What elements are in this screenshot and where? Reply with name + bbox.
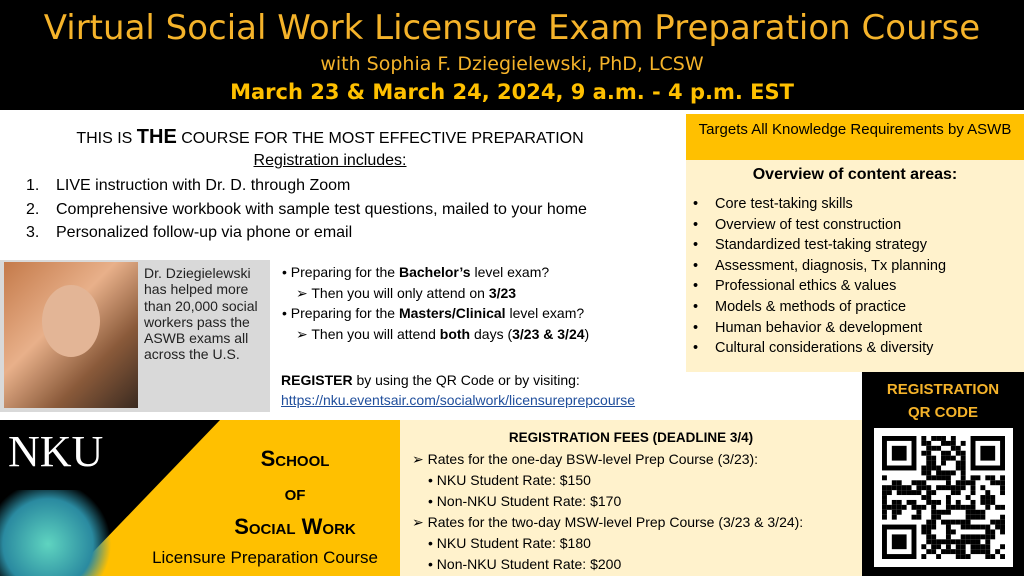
- list-item: • Standardized test-taking strategy: [693, 235, 946, 256]
- qr-label: QR CODE: [907, 404, 978, 421]
- targets-banner: Targets All Knowledge Requirements by ASWB: [686, 114, 1024, 160]
- overview-list: [693, 194, 946, 359]
- list-item: [26, 198, 587, 222]
- list-item: • Assessment, diagnosis, Tx planning: [693, 256, 946, 277]
- page-title: Virtual Social Work Licensure Exam Preparation Course: [43, 8, 981, 48]
- exam-levels: [282, 262, 589, 344]
- overview-title: Overview of content areas:: [752, 166, 958, 183]
- bachelor-question: • Preparing for the Bachelor’s level exam?: [282, 264, 550, 280]
- fee-rate: • Non-NKU Student Rate: $170: [428, 493, 622, 509]
- instructor-subtitle: with Sophia F. Dziegielewski, PhD, LCSW: [320, 53, 704, 75]
- list-item: • Human behavior & development: [693, 318, 946, 339]
- list-item: • Core test-taking skills: [693, 194, 946, 215]
- qr-label: REGISTRATION: [886, 381, 1000, 398]
- registration-link[interactable]: https://nku.eventsair.com/socialwork/licensureprepcourse: [281, 392, 636, 408]
- fee-group-label: ➢ Rates for the two-day MSW-level Prep Course (3/23 & 3/24):: [412, 514, 804, 530]
- fee-group-label: ➢ Rates for the one-day BSW-level Prep Course (3/23):: [412, 451, 759, 467]
- intro-pre: THIS IS: [76, 130, 137, 147]
- instructor-face: [42, 285, 100, 357]
- includes-label: Registration includes:: [253, 152, 407, 169]
- school-banner: [0, 420, 400, 576]
- qr-code[interactable]: [874, 428, 1013, 567]
- list-item: [26, 221, 587, 245]
- list-item: • Overview of test construction: [693, 215, 946, 236]
- header: [0, 0, 1024, 110]
- fee-rate: • NKU Student Rate: $180: [428, 535, 591, 551]
- list-item: • Cultural considerations & diversity: [693, 338, 946, 359]
- bachelor-answer: ➢ Then you will only attend on 3/23: [296, 284, 517, 301]
- item-text: Comprehensive workbook with sample test questions, mailed to your home: [56, 200, 587, 218]
- masters-question: • Preparing for the Masters/Clinical level exam?: [282, 305, 585, 321]
- fees-title: REGISTRATION FEES (DEADLINE 3/4): [508, 430, 754, 445]
- register-bold: REGISTER: [281, 372, 353, 388]
- item-number: 1.: [26, 177, 40, 194]
- intro-post: COURSE FOR THE MOST EFFECTIVE PREPARATION: [176, 130, 584, 147]
- fee-rate: • NKU Student Rate: $150: [428, 472, 591, 488]
- list-item: • Models & methods of practice: [693, 297, 946, 318]
- register-text: by using the QR Code or by visiting:: [352, 372, 580, 388]
- hands-graphic: [0, 490, 120, 576]
- fees-list: [412, 449, 803, 575]
- item-text: Personalized follow-up via phone or email: [56, 224, 353, 241]
- item-text: LIVE instruction with Dr. D. through Zoom: [56, 177, 351, 194]
- list-item: • Professional ethics & values: [693, 276, 946, 297]
- intro-heading: [0, 126, 660, 149]
- nku-logo: NKU: [8, 427, 104, 476]
- course-dates: March 23 & March 24, 2024, 9 a.m. - 4 p.m. EST: [230, 80, 794, 104]
- list-item: [26, 174, 587, 198]
- course-name: Licensure Preparation Course: [152, 548, 378, 567]
- qr-code-graphic: [882, 436, 1005, 559]
- register-info: [281, 370, 635, 410]
- instructor-bio: Dr. Dziegielewski has helped more than 20,000 social workers pass the ASWB exams all across the U.S.: [144, 265, 258, 363]
- intro-emph: THE: [136, 126, 177, 148]
- includes-list: [26, 174, 587, 245]
- fee-rate: • Non-NKU Student Rate: $200: [428, 556, 622, 572]
- masters-answer: ➢ Then you will attend both days (3/23 & 3/24): [296, 325, 590, 342]
- school-name: School of Social Work: [234, 446, 356, 539]
- item-number: 3.: [26, 224, 40, 241]
- item-number: 2.: [26, 200, 40, 218]
